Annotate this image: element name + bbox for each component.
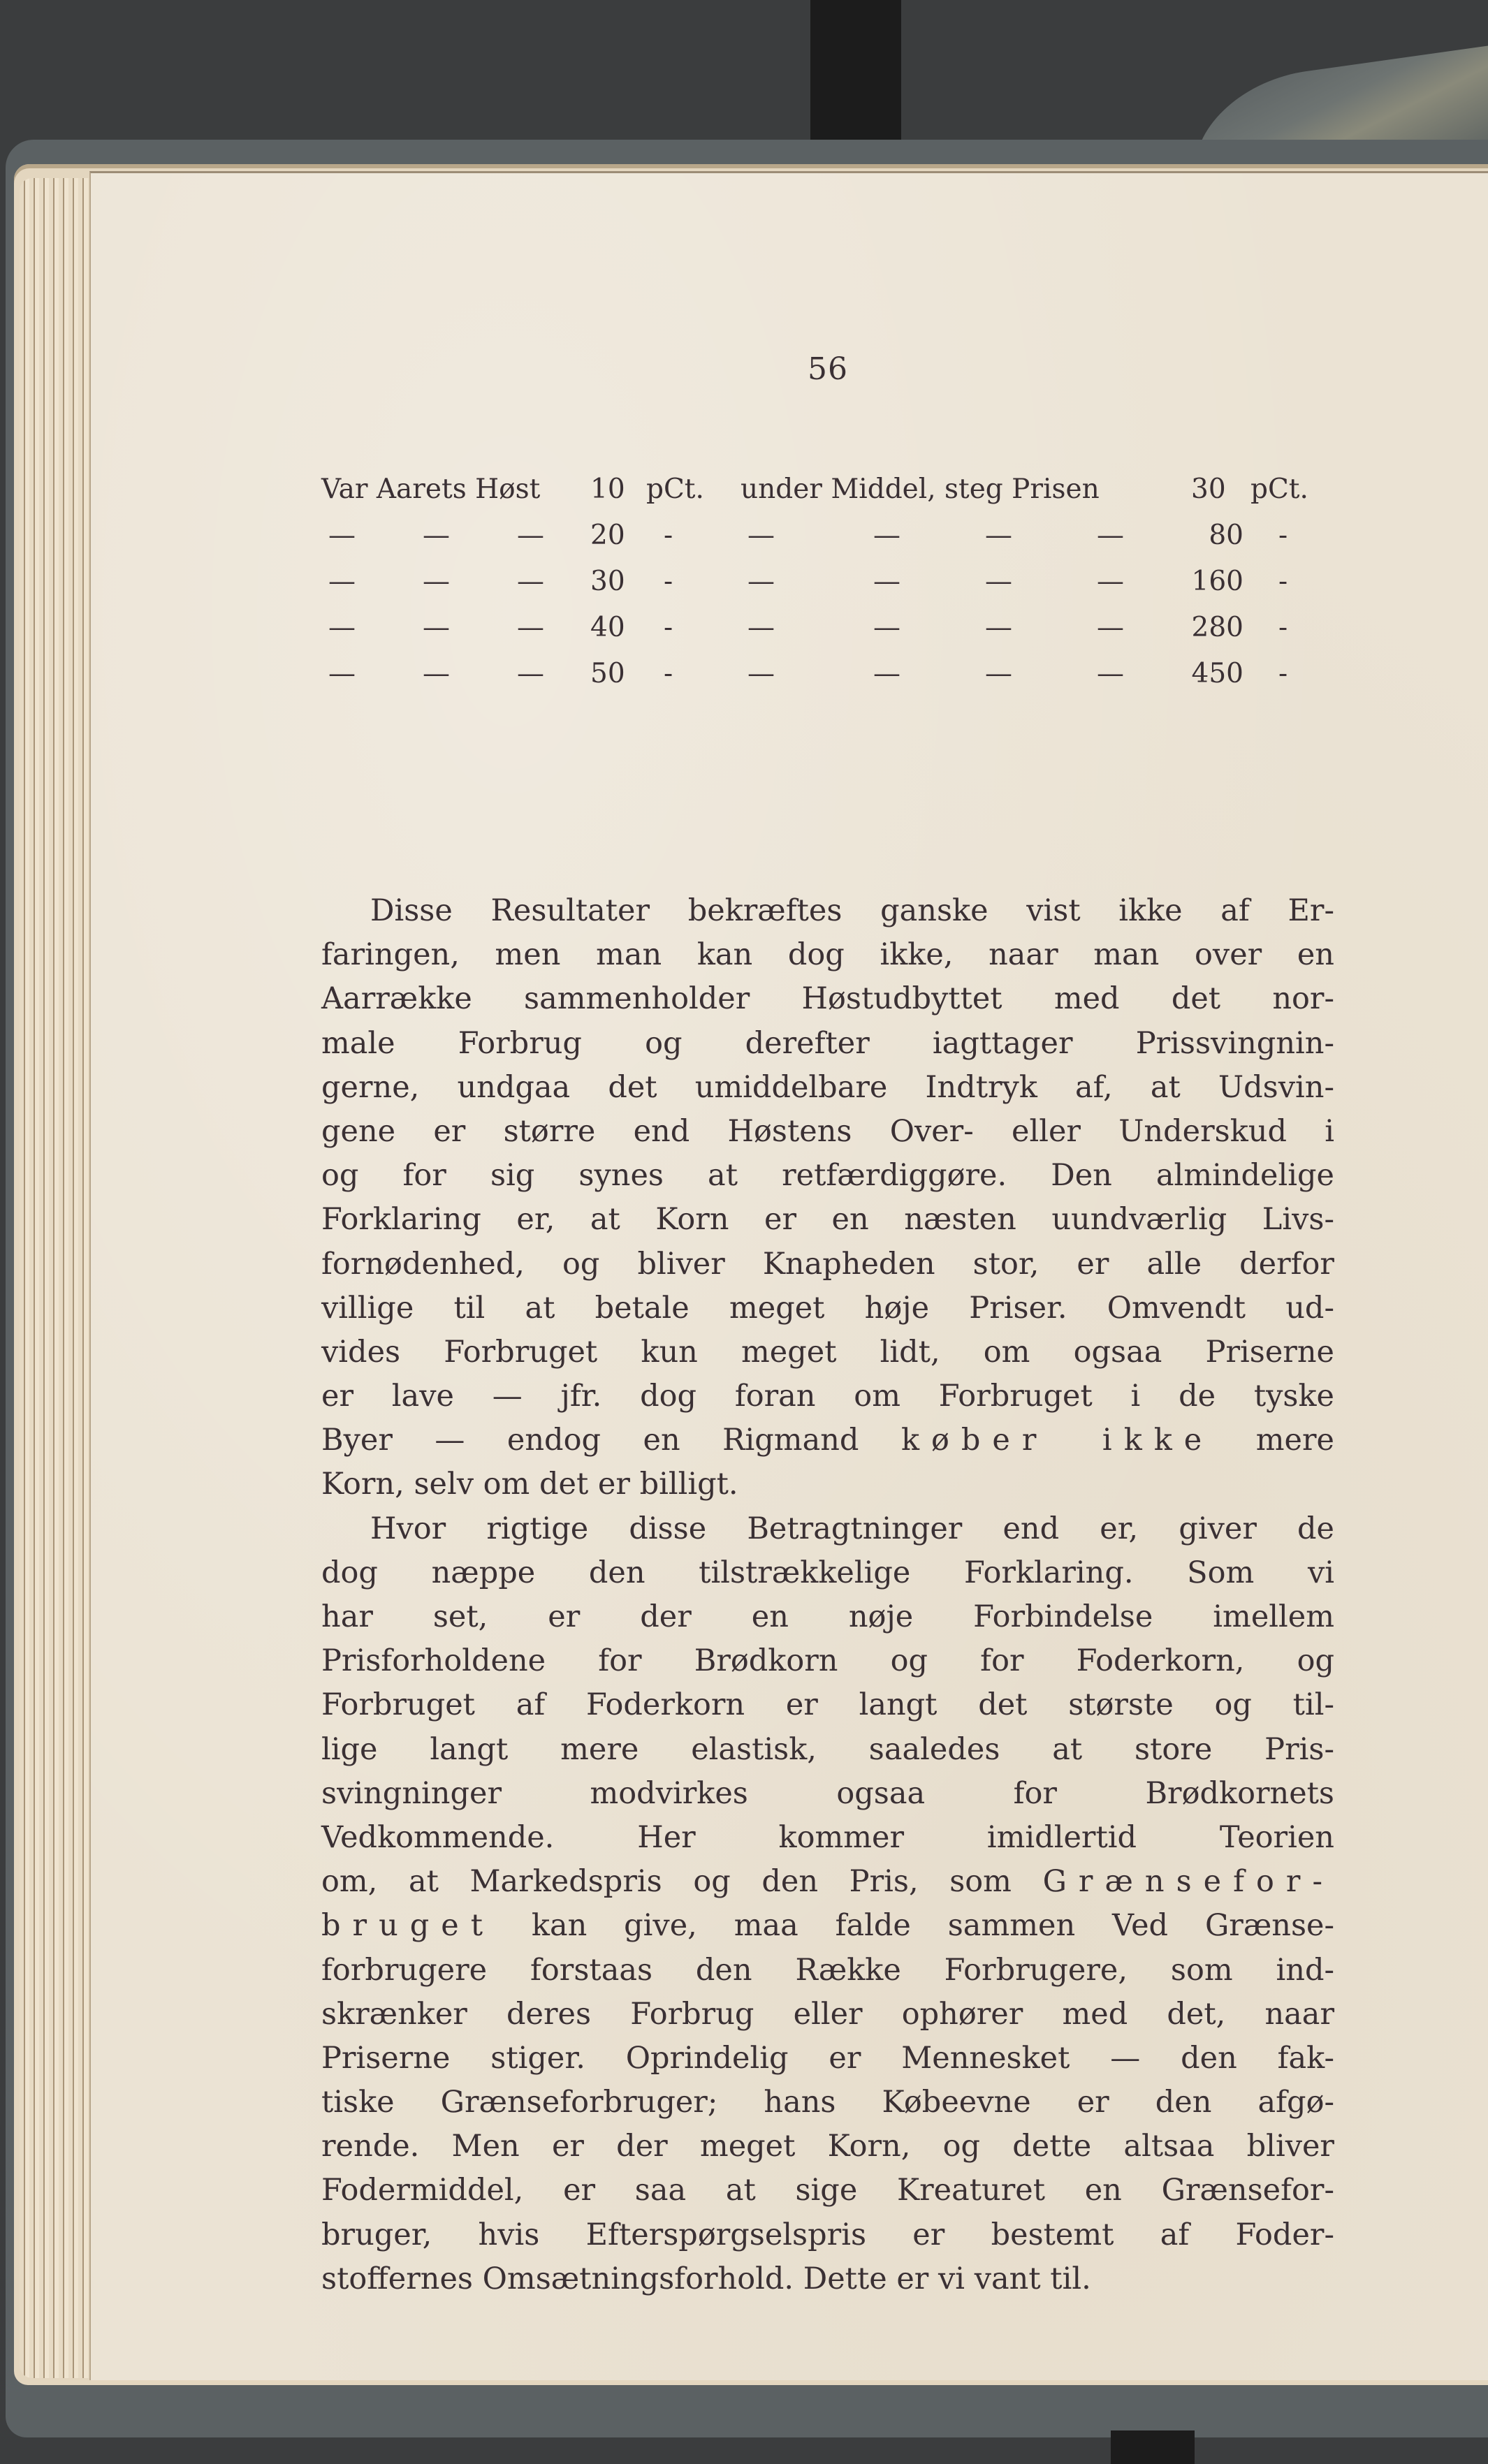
text-line: gene er større end Høstens Over- eller Underskud i xyxy=(321,1113,1334,1149)
text-line: faringen, men man kan dog ikke, naar man over en xyxy=(321,937,1334,973)
price-pct: 160 xyxy=(1191,566,1243,597)
ditto-mark: — xyxy=(423,658,450,689)
table-row xyxy=(321,658,1334,704)
emphasized-text: bruget xyxy=(321,1908,495,1944)
ditto-mark: — xyxy=(873,658,900,689)
ditto-mark: — xyxy=(517,658,544,689)
backdrop-strap-bottom xyxy=(1111,2430,1195,2464)
text-line: Korn, selv om det er billigt. xyxy=(321,1467,738,1502)
text-line: Forbruget af Foderkorn er langt det største og til- xyxy=(321,1687,1334,1723)
prose xyxy=(321,889,1334,2301)
ditto-mark: — xyxy=(423,612,450,643)
ditto-mark: — xyxy=(873,566,900,597)
harvest-pct: 10 xyxy=(590,474,625,505)
page-edges xyxy=(20,178,89,2378)
harvest-pct: 40 xyxy=(590,612,625,643)
page-number: 56 xyxy=(808,351,848,387)
ditto-mark: — xyxy=(423,520,450,551)
ditto-mark: — xyxy=(328,658,356,689)
price-pct: 450 xyxy=(1191,658,1243,689)
text-span: om, at Markedspris og den Pris, som xyxy=(321,1864,1043,1900)
table-row xyxy=(321,520,1334,566)
text-line: Vedkommende. Her kommer imidlertid Teorien xyxy=(321,1819,1334,1855)
table-middle: under Middel, steg Prisen xyxy=(741,474,1100,505)
ditto-mark: — xyxy=(1097,612,1124,643)
text-line: Hvor rigtige disse Betragtninger end er, giver de xyxy=(370,1511,1334,1546)
ditto-dot: - xyxy=(1278,658,1288,689)
ditto-mark: — xyxy=(747,658,775,689)
text-span: kan give, maa falde sammen Ved Grænse- xyxy=(495,1908,1334,1944)
ditto-mark: — xyxy=(985,658,1012,689)
text-line: er lave — jfr. dog foran om Forbruget i de tyske xyxy=(321,1379,1334,1414)
unit-end: pCt. xyxy=(1250,474,1308,505)
text-line: Fodermiddel, er saa at sige Kreaturet en Grænsefor- xyxy=(321,2173,1334,2208)
text-line: rende. Men er der meget Korn, og dette altsaa bliver xyxy=(321,2129,1334,2164)
ditto-mark: — xyxy=(1097,520,1124,551)
text-line: og for sig synes at retfærdiggøre. Den almindelige xyxy=(321,1158,1334,1194)
price-pct: 30 xyxy=(1191,474,1226,505)
text-line: Aarrække sammenholder Høstudbyttet med det nor- xyxy=(321,981,1334,1017)
ditto-mark: — xyxy=(1097,658,1124,689)
ditto-mark: — xyxy=(747,520,775,551)
harvest-pct: 20 xyxy=(590,520,625,551)
ditto-dot: - xyxy=(664,520,673,551)
text-line: tiske Grænseforbruger; hans Købeevne er den afgø- xyxy=(321,2085,1334,2120)
price-pct: 280 xyxy=(1191,612,1243,643)
ditto-dot: - xyxy=(664,612,673,643)
text-line: male Forbrug og derefter iagttager Prissvingnin- xyxy=(321,1025,1334,1061)
ditto-mark: — xyxy=(328,520,356,551)
ditto-dot: - xyxy=(664,658,673,689)
harvest-price-table xyxy=(321,474,1334,704)
price-pct: 80 xyxy=(1209,520,1243,551)
harvest-pct: 30 xyxy=(590,566,625,597)
ditto-dot: - xyxy=(664,566,673,597)
text-line: forbrugere forstaas den Række Forbrugere, som ind- xyxy=(321,1952,1334,1988)
ditto-mark: — xyxy=(517,612,544,643)
ditto-mark: — xyxy=(985,612,1012,643)
text-span: mere xyxy=(1213,1423,1334,1458)
text-line: bruger, hvis Efterspørgselspris er bestemt af Foder- xyxy=(321,2217,1334,2252)
harvest-pct: 50 xyxy=(590,658,625,689)
text-line: svingninger modvirkes ogsaa for Brødkornets xyxy=(321,1775,1334,1811)
emphasized-text: køber ikke xyxy=(900,1423,1214,1458)
text-line: skrænker deres Forbrug eller ophører med det, naar xyxy=(321,1996,1334,2032)
text-line: Disse Resultater bekræftes ganske vist ikke af Er- xyxy=(370,893,1334,928)
text-span: Byer — endog en Rigmand xyxy=(321,1423,901,1458)
book-page xyxy=(89,171,1488,2380)
table-rows xyxy=(321,520,1334,704)
ditto-dot: - xyxy=(1278,520,1288,551)
text-line: Prisforholdene for Brødkorn og for Foderkorn, og xyxy=(321,1643,1334,1679)
text-line xyxy=(321,1860,1334,1904)
text-line: Forklaring er, at Korn er en næsten uundværlig Livs- xyxy=(321,1202,1334,1238)
ditto-mark: — xyxy=(747,612,775,643)
ditto-mark: — xyxy=(985,520,1012,551)
text-line: lige langt mere elastisk, saaledes at store Pris- xyxy=(321,1731,1334,1767)
ditto-mark: — xyxy=(328,566,356,597)
table-row-header xyxy=(321,474,1334,520)
text-line: fornødenhed, og bliver Knapheden stor, er alle derfor xyxy=(321,1246,1334,1282)
ditto-mark: — xyxy=(985,566,1012,597)
emphasized-text: Grænsefor- xyxy=(1042,1864,1334,1900)
table-row xyxy=(321,612,1334,658)
text-line: gerne, undgaa det umiddelbare Indtryk af, at Udsvin- xyxy=(321,1069,1334,1105)
ditto-mark: — xyxy=(1097,566,1124,597)
table-row xyxy=(321,566,1334,612)
ditto-mark: — xyxy=(328,612,356,643)
text-line: stoffernes Omsætningsforhold. Dette er vi vant til. xyxy=(321,2261,1091,2296)
ditto-mark: — xyxy=(423,566,450,597)
text-line: vides Forbruget kun meget lidt, om ogsaa Priserne xyxy=(321,1334,1334,1370)
text-line xyxy=(321,1418,1334,1462)
text-line: har set, er der en nøje Forbindelse imellem xyxy=(321,1599,1334,1634)
table-lead: Var Aarets Høst xyxy=(321,474,541,505)
ditto-dot: - xyxy=(1278,566,1288,597)
ditto-mark: — xyxy=(517,566,544,597)
text-line xyxy=(321,1904,1334,1948)
ditto-mark: — xyxy=(747,566,775,597)
text-line: dog næppe den tilstrækkelige Forklaring. Som vi xyxy=(321,1555,1334,1590)
ditto-dot: - xyxy=(1278,612,1288,643)
unit: pCt. xyxy=(646,474,704,505)
text-line: Priserne stiger. Oprindelig er Mennesket — den fak- xyxy=(321,2040,1334,2076)
text-line: villige til at betale meget høje Priser. Omvendt ud- xyxy=(321,1290,1334,1326)
ditto-mark: — xyxy=(873,612,900,643)
ditto-mark: — xyxy=(873,520,900,551)
ditto-mark: — xyxy=(517,520,544,551)
